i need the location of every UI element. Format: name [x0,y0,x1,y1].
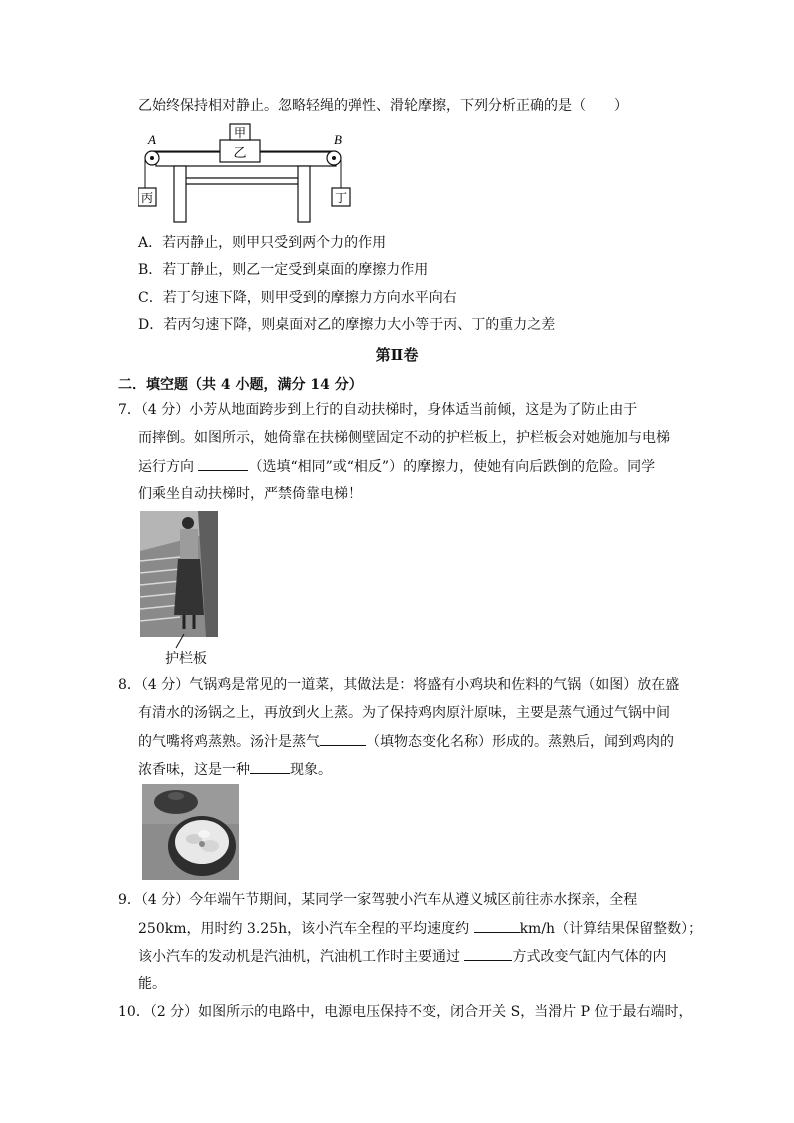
q6-pulley-diagram [138,122,358,227]
label-A: A [148,132,156,147]
q9-line2-a: 250km，用时约 3.25h，该小汽车全程的平均速度约 [138,921,474,937]
q6-option-b: B．若丁静止，则乙一定受到桌面的摩擦力作用 [138,262,429,278]
q6-option-d: D．若丙匀速下降，则桌面对乙的摩擦力大小等于丙、丁的重力之差 [138,317,556,333]
q9-line3-a: 该小汽车的发动机是汽油机，汽油机工作时主要通过 [138,949,465,965]
q8-line4-a: 浓香味，这是一种 [138,762,250,778]
q8-line3-b: （填物态变化名称）形成的。蒸熟后，闻到鸡肉的 [366,734,674,750]
q9-answer-blank-2[interactable] [464,946,512,961]
q6-option-a: A．若丙静止，则甲只受到两个力的作用 [138,235,387,251]
q9-answer-blank-1[interactable] [474,918,520,933]
escalator-photo [140,511,218,637]
q8-line3-a: 的气嘴将鸡蒸熟。汤汁是蒸气 [138,734,320,750]
q8-line1: 8．（4 分）气锅鸡是常见的一道菜，其做法是：将盛有小鸡块和佐料的气锅（如图）放在盛 [118,677,680,693]
label-B: B [334,132,342,147]
section-title: 第Ⅱ卷 [375,346,419,364]
q6-stem-continuation: 乙始终保持相对静止。忽略轻绳的弹性、滑轮摩擦，下列分析正确的是（ ） [138,98,628,114]
q8-answer-blank-2[interactable] [250,759,290,774]
q6-option-c: C．若丁匀速下降，则甲受到的摩擦力方向水平向右 [138,290,457,306]
q8-line4 [138,759,332,780]
q10-line1: 10．（2 分）如图所示的电路中，电源电压保持不变，闭合开关 S，当滑片 P 位于最右端时， [118,1004,693,1020]
label-ding: 丁 [334,191,348,205]
q9-line2 [138,918,702,939]
label-bing: 丙 [140,191,154,205]
q7-answer-blank[interactable] [198,456,248,471]
q8-line2: 有清水的汤锅之上，再放到火上蒸。为了保持鸡肉原汁原味，主要是蒸气通过气锅中间 [138,705,670,721]
label-jia: 甲 [233,126,247,140]
steam-pot-photo [142,784,239,880]
q9-line2-b: km/h（计算结果保留整数）； [519,921,703,937]
label-yi: 乙 [233,146,247,161]
q8-line3 [138,731,674,752]
q7-line2: 而摔倒。如图所示，她倚靠在扶梯侧壁固定不动的护栏板上，护栏板会对她施加与电梯 [138,430,670,446]
q7-line1: 7．（4 分）小芳从地面跨步到上行的自动扶梯时，身体适当前倾，这是为了防止由于 [118,402,638,418]
q7-line3 [138,456,655,477]
q9-line1: 9．（4 分）今年端午节期间，某同学一家驾驶小汽车从遵义城区前往赤水探亲，全程 [118,892,638,908]
q7-figure-caption: 护栏板 [165,651,207,667]
q8-line4-b: 现象。 [290,762,332,778]
q7-line4: 们乘坐自动扶梯时，严禁倚靠电梯！ [138,486,362,502]
q7-line3-a: 运行方向 [138,459,199,475]
q7-line3-b: （选填“相同”或“相反”）的摩擦力，使她有向后跌倒的危险。同学 [248,459,656,475]
q9-line3-b: 方式改变气缸内气体的内 [512,949,667,965]
part-title: 二．填空题（共 4 小题，满分 14 分） [118,377,363,393]
q9-line3 [138,946,666,967]
q9-line4: 能。 [138,976,166,992]
q8-answer-blank-1[interactable] [320,731,366,746]
